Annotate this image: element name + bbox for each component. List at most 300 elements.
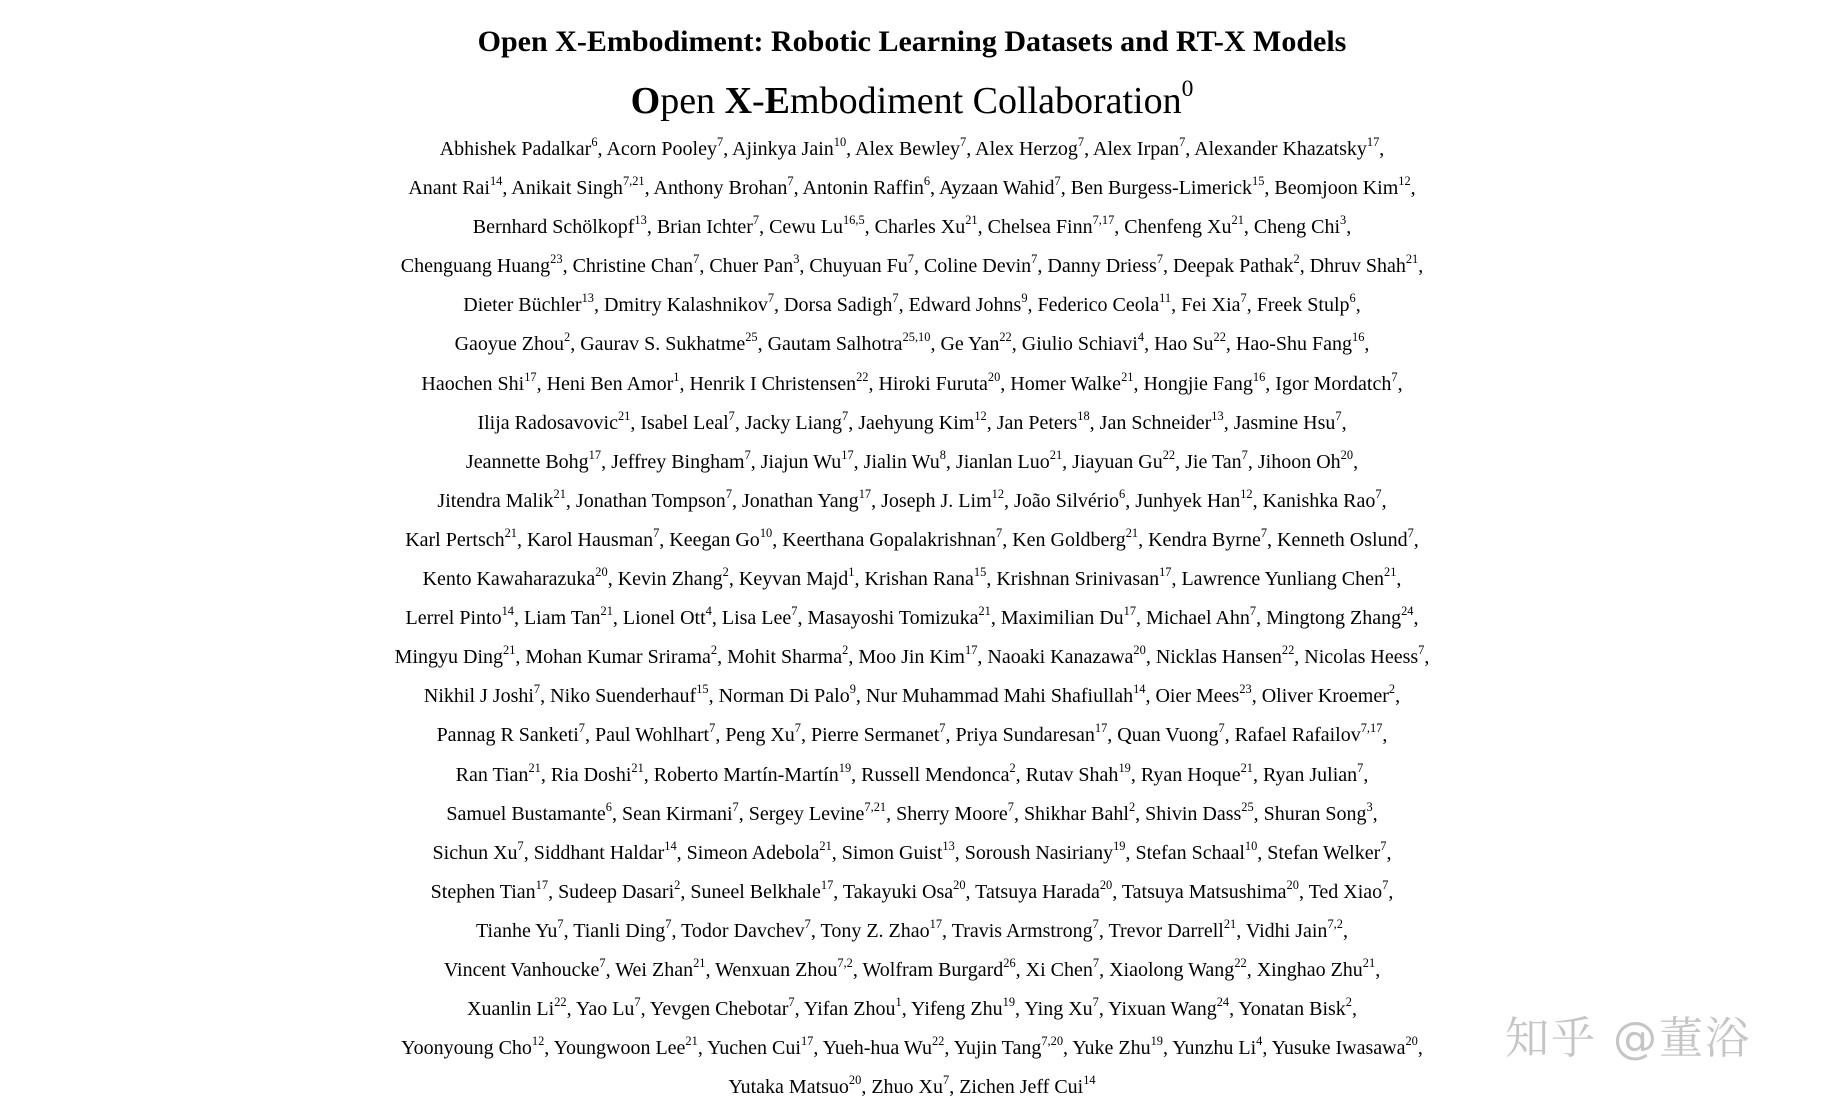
author-name: Roberto Martín-Martín	[653, 763, 839, 786]
author-affiliation: 1	[848, 565, 855, 580]
author-name: Shikhar Bahl	[1023, 802, 1129, 825]
author-affiliation: 7	[939, 721, 946, 736]
author-affiliation: 22	[856, 369, 869, 384]
author-name: Wei Zhan	[615, 958, 694, 981]
author-affiliation: 19	[1002, 995, 1016, 1010]
author-affiliation: 7	[744, 447, 751, 462]
author-name: Russell Mendonca	[861, 763, 1010, 786]
author-affiliation: 6	[923, 174, 931, 189]
collaboration-line	[0, 78, 1824, 124]
author-name: Xiaolong Wang	[1109, 958, 1235, 981]
collaboration-affiliation: 0	[1181, 76, 1194, 103]
author-affiliation: 7	[1007, 799, 1014, 814]
author-name: Jitendra Malik	[437, 489, 554, 512]
author-name: Henrik I Christensen	[689, 372, 857, 395]
author-affiliation: 7	[1241, 447, 1248, 462]
author-name: Todor Davchev	[681, 919, 805, 942]
author-affiliation: 17	[841, 447, 854, 462]
author-affiliation: 7,21	[864, 799, 887, 814]
author-name: Gaoyue Zhou	[454, 333, 565, 356]
author-affiliation: 7	[1240, 291, 1247, 306]
author-affiliation: 25	[1241, 799, 1254, 814]
author-affiliation: 24	[1401, 604, 1414, 619]
author-affiliation: 20	[1133, 643, 1146, 658]
author-affiliation: 7	[1218, 721, 1225, 736]
author-affiliation: 7	[960, 135, 967, 150]
author-affiliation: 2	[710, 643, 718, 658]
author-affiliation: 7	[1031, 252, 1038, 267]
author-name: Shuran Song	[1263, 802, 1367, 825]
author-name: Mohit Sharma	[727, 646, 843, 669]
author-affiliation: 11	[1159, 291, 1172, 306]
author-line: Chenguang Huang$^{23}$, Christine Chan$^7$, Chuer Pan$^3$, Chuyuan Fu$^7$, Coline Devin$^7$, Danny Driess$^7$, Deepak Pathak$^2$, Dhruv Shah$^{21}$,	[400, 252, 1424, 278]
site-watermark: 知乎 @董浴	[1505, 1013, 1751, 1064]
author-affiliation: 7	[1077, 135, 1085, 150]
author-affiliation: 17	[1094, 721, 1108, 736]
author-name: Kevin Zhang	[617, 568, 723, 591]
author-affiliation: 12	[991, 486, 1005, 501]
author-affiliation: 17	[929, 916, 943, 931]
author-affiliation: 7	[752, 213, 760, 228]
author-affiliation: 13	[942, 838, 955, 853]
author-affiliation: 14	[1133, 682, 1146, 697]
author-affiliation: 7	[1092, 995, 1099, 1010]
author-affiliation: 7	[1335, 408, 1342, 423]
author-affiliation: 7,2	[837, 956, 853, 971]
author-name: Jasmine Hsu	[1233, 411, 1336, 434]
author-affiliation: 17	[1366, 135, 1380, 150]
author-name: Igor Mordatch	[1275, 372, 1392, 395]
author-name: Gautam Salhotra	[767, 333, 903, 356]
author-name: Sudeep Dasari	[558, 880, 675, 903]
author-name: Soroush Nasiriany	[964, 841, 1114, 864]
author-name: Maximilian Du	[1000, 607, 1124, 630]
author-affiliation: 22	[1234, 956, 1247, 971]
author-affiliation: 14	[501, 604, 514, 619]
author-affiliation: 15	[696, 682, 709, 697]
author-name: Youngwoon Lee	[553, 1037, 686, 1060]
author-affiliation: 2	[1345, 995, 1352, 1010]
author-name: Abhishek Padalkar	[439, 138, 592, 160]
author-name: Siddhant Haldar	[533, 841, 665, 864]
author-affiliation: 2	[1009, 760, 1016, 775]
author-affiliation: 17	[1159, 565, 1172, 580]
author-name: Norman Di Palo	[718, 685, 850, 708]
author-affiliation: 20	[987, 369, 1001, 384]
author-name: Beomjoon Kim	[1274, 177, 1399, 200]
author-affiliation: 21	[504, 526, 517, 541]
author-affiliation: 20	[1340, 447, 1354, 462]
author-affiliation: 17	[524, 369, 537, 384]
author-affiliation: 10	[833, 135, 847, 150]
author-name: Kento Kawaharazuka	[422, 568, 596, 591]
author-affiliation: 7	[693, 252, 700, 267]
author-name: Mohan Kumar Srirama	[525, 646, 711, 669]
author-affiliation: 21	[503, 643, 516, 658]
author-affiliation: 10	[759, 526, 773, 541]
author-name: Dieter Büchler	[463, 294, 582, 317]
author-affiliation: 7	[804, 916, 811, 931]
author-line: Yutaka Matsuo$^{20}$, Zhuo Xu$^7$, Zichen Jeff Cui$^{14}$	[728, 1073, 1096, 1099]
author-name: Mingtong Zhang	[1266, 607, 1402, 630]
author-affiliation: 21	[1125, 526, 1139, 541]
collaboration-part: X	[724, 80, 753, 122]
author-name: Keerthana Gopalakrishnan	[782, 528, 997, 551]
author-affiliation: 13	[581, 291, 594, 306]
author-affiliation: 7	[533, 682, 541, 697]
author-name: Lawrence Yunliang Chen	[1181, 568, 1384, 591]
author-affiliation: 7	[996, 526, 1003, 541]
author-name: Jonathan Yang	[742, 489, 859, 512]
author-affiliation: 2	[1293, 252, 1300, 267]
author-affiliation: 12	[974, 408, 987, 423]
author-name: Oliver Kroemer	[1261, 685, 1389, 708]
author-affiliation: 21	[617, 408, 631, 423]
author-affiliation: 10	[1244, 838, 1258, 853]
author-name: Federico Ceola	[1037, 294, 1160, 317]
author-affiliation: 7,17	[1360, 721, 1383, 736]
author-name: Masayoshi Tomizuka	[807, 607, 979, 630]
author-affiliation: 9	[1021, 291, 1028, 306]
author-name: Rutav Shah	[1025, 763, 1119, 786]
author-affiliation: 7	[1179, 135, 1186, 150]
author-line: Jeannette Bohg$^{17}$, Jeffrey Bingham$^7$, Jiajun Wu$^{17}$, Jialin Wu$^8$, Jianlan Luo$^{21}$, Jiayuan Gu$^{22}$, Jie Tan$^7$, Jihoon Oh$^{20}$,	[465, 447, 1359, 473]
author-affiliation: 7	[728, 408, 735, 423]
author-affiliation: 15	[973, 565, 987, 580]
author-affiliation: 7	[1156, 252, 1164, 267]
author-name: Mingyu Ding	[394, 646, 503, 669]
author-name: Jan Peters	[996, 411, 1078, 434]
author-name: Yusuke Iwasawa	[1271, 1037, 1406, 1060]
author-affiliation: 2	[722, 565, 729, 580]
author-name: Jan Schneider	[1099, 411, 1212, 434]
author-affiliation: 3	[1366, 799, 1373, 814]
author-name: Zichen Jeff Cui	[959, 1076, 1084, 1099]
author-name: Hiroki Furuta	[878, 372, 988, 395]
author-name: Xi Chen	[1025, 958, 1093, 981]
author-name: Vincent Vanhoucke	[443, 958, 600, 981]
author-affiliation: 7	[1375, 486, 1382, 501]
author-name: Keyvan Majd	[738, 568, 849, 591]
author-affiliation: 4	[1137, 330, 1145, 345]
author-line: Anant Rai$^{14}$, Anikait Singh$^{7,21}$, Anthony Brohan$^7$, Antonin Raffin$^6$, Ayzaan Wahid$^7$, Ben Burgess-Limerick$^{15}$, Beomjoon Kim$^{12}$,	[408, 174, 1416, 200]
author-name: Fei Xia	[1181, 294, 1241, 317]
author-name: Krishan Rana	[864, 568, 974, 591]
author-affiliation: 7	[767, 291, 775, 306]
author-affiliation: 15	[1252, 174, 1265, 189]
author-affiliation: 17	[800, 1034, 814, 1049]
author-name: Yifan Zhou	[803, 998, 896, 1021]
author-name: Tony Z. Zhao	[820, 919, 930, 942]
author-affiliation: 7	[1382, 877, 1389, 892]
author-affiliation: 7	[1357, 760, 1364, 775]
author-affiliation: 21	[1240, 760, 1253, 775]
author-name: Anant Rai	[408, 177, 490, 200]
author-name: Charles Xu	[874, 216, 966, 239]
author-line: Sichun Xu$^7$, Siddhant Haldar$^{14}$, Simeon Adebola$^{21}$, Simon Guist$^{13}$, Soroush Nasiriany$^{19}$, Stefan Schaal$^{10}$, Stefan Welker$^7$,	[432, 838, 1392, 864]
author-name: Tatsuya Matsushima	[1121, 880, 1287, 903]
author-name: Ajinkya Jain	[732, 138, 834, 160]
author-name: Giulio Schiavi	[1021, 333, 1138, 356]
author-line: Xuanlin Li$^{22}$, Yao Lu$^7$, Yevgen Chebotar$^7$, Yifan Zhou$^1$, Yifeng Zhu$^{19}$, Ying Xu$^7$, Yixuan Wang$^{24}$, Yonatan Bisk$^2$,	[467, 995, 1357, 1021]
author-affiliation: 7,2	[1327, 916, 1343, 931]
author-name: Kenneth Oslund	[1277, 528, 1408, 551]
author-name: Sichun Xu	[432, 841, 518, 864]
author-affiliation: 16	[1352, 330, 1365, 345]
author-name: Michael Ahn	[1146, 607, 1250, 630]
author-name: Pannag R Sanketi	[436, 724, 579, 747]
author-name: Gaurav S. Sukhatme	[580, 333, 746, 356]
author-name: Yifeng Zhu	[911, 998, 1003, 1021]
author-affiliation: 21	[1231, 213, 1244, 228]
author-name: Ria Doshi	[550, 763, 632, 786]
author-name: Krishnan Srinivasan	[996, 568, 1160, 591]
author-name: Coline Devin	[923, 255, 1032, 278]
author-affiliation: 20	[953, 877, 966, 892]
author-affiliation: 21	[553, 486, 566, 501]
author-affiliation: 7,21	[622, 174, 645, 189]
author-name: Ben Burgess-Limerick	[1070, 177, 1252, 200]
author-name: Edward Johns	[908, 294, 1022, 317]
author-name: Stefan Welker	[1267, 841, 1381, 864]
author-affiliation: 2	[674, 877, 681, 892]
author-affiliation: 21	[1049, 447, 1063, 462]
author-name: Ken Goldberg	[1012, 528, 1126, 551]
author-name: Jonathan Tompson	[575, 489, 726, 512]
author-name: Yuchen Cui	[707, 1037, 801, 1060]
author-affiliation: 7,17	[1092, 213, 1115, 228]
author-name: Kendra Byrne	[1148, 528, 1261, 551]
author-affiliation: 17	[965, 643, 978, 658]
author-line: Abhishek Padalkar$^6$, Acorn Pooley$^7$, Ajinkya Jain$^{10}$, Alex Bewley$^7$, Alex Herzog$^7$, Alex Irpan$^7$, Alexander Khazatsky$^{17}$,	[439, 135, 1385, 160]
author-name: Antonin Raffin	[802, 177, 924, 200]
author-affiliation: 19	[1118, 760, 1131, 775]
author-affiliation: 9	[849, 682, 856, 697]
author-line: Jitendra Malik$^{21}$, Jonathan Tompson$^7$, Jonathan Yang$^{17}$, Joseph J. Lim$^{12}$, João Silvério$^6$, Junhyek Han$^{12}$, Kanishka Rao$^7$,	[437, 486, 1387, 512]
author-affiliation: 14	[664, 838, 677, 853]
author-name: Bernhard Schölkopf	[472, 216, 635, 239]
author-affiliation: 17	[858, 486, 872, 501]
author-name: Jacky Liang	[744, 411, 843, 434]
author-name: Ryan Hoque	[1140, 763, 1241, 786]
author-name: Keegan Go	[669, 528, 760, 551]
author-name: Sherry Moore	[896, 802, 1008, 825]
author-line: Yoonyoung Cho$^{12}$, Youngwoon Lee$^{21}$, Yuchen Cui$^{17}$, Yueh-hua Wu$^{22}$, Yujin Tang$^{7,20}$, Yuke Zhu$^{19}$, Yunzhu Li$^4$, Yusuke Iwasawa$^{20}$,	[401, 1034, 1423, 1060]
author-name: Acorn Pooley	[606, 138, 717, 160]
author-affiliation: 4	[1256, 1034, 1263, 1049]
author-affiliation: 14	[1083, 1073, 1096, 1088]
author-affiliation: 20	[1099, 877, 1113, 892]
author-line: Kento Kawaharazuka$^{20}$, Kevin Zhang$^2$, Keyvan Majd$^1$, Krishan Rana$^{15}$, Krishnan Srinivasan$^{17}$, Lawrence Yunliang Chen$^{21}$,	[422, 565, 1402, 591]
author-affiliation: 17	[1123, 604, 1137, 619]
author-name: Hongjie Fang	[1143, 372, 1253, 395]
author-name: Wenxuan Zhou	[715, 958, 838, 981]
author-name: Anthony Brohan	[653, 177, 788, 200]
author-affiliation: 7	[1380, 838, 1387, 853]
author-name: Dhruv Shah	[1309, 255, 1406, 278]
author-name: Ge Yan	[940, 333, 1000, 356]
author-name: Yao Lu	[575, 998, 635, 1021]
author-name: Simon Guist	[841, 841, 943, 864]
author-affiliation: 8	[939, 447, 946, 462]
collaboration-part: O	[630, 80, 661, 122]
author-affiliation: 2	[1388, 682, 1396, 697]
author-affiliation: 25	[745, 330, 758, 345]
author-name: Yonatan Bisk	[1238, 998, 1346, 1021]
author-affiliation: 21	[693, 956, 706, 971]
author-name: Samuel Bustamante	[446, 802, 606, 825]
author-name: Yixuan Wang	[1108, 998, 1217, 1021]
author-affiliation: 7	[634, 995, 641, 1010]
author-name: Yuke Zhu	[1072, 1037, 1151, 1060]
author-name: Yueh-hua Wu	[822, 1037, 932, 1060]
author-affiliation: 22	[931, 1034, 945, 1049]
author-affiliation: 19	[838, 760, 852, 775]
author-affiliation: 7	[578, 721, 585, 736]
author-line: Bernhard Schölkopf$^{13}$, Brian Ichter$^7$, Cewu Lu$^{16,5}$, Charles Xu$^{21}$, Chelsea Finn$^{7,17}$, Chenfeng Xu$^{21}$, Cheng Chi$^3$,	[472, 213, 1352, 239]
author-affiliation: 7	[1418, 643, 1425, 658]
author-affiliation: 20	[595, 565, 608, 580]
author-affiliation: 20	[1286, 877, 1299, 892]
author-affiliation: 6	[1349, 291, 1356, 306]
author-affiliation: 17	[535, 877, 549, 892]
author-affiliation: 21	[685, 1034, 698, 1049]
author-name: Ran Tian	[455, 763, 529, 786]
author-line: Ran Tian$^{21}$, Ria Doshi$^{21}$, Roberto Martín-Martín$^{19}$, Russell Mendonca$^2$, Rutav Shah$^{19}$, Ryan Hoque$^{21}$, Ryan Julian$^7$,	[455, 760, 1369, 786]
author-name: Rafael Rafailov	[1234, 724, 1361, 747]
author-name: Tianhe Yu	[476, 919, 558, 942]
author-affiliation: 17	[588, 447, 602, 462]
author-affiliation: 14	[489, 174, 503, 189]
author-name: Junhyek Han	[1135, 489, 1241, 512]
author-line: Gaoyue Zhou$^2$, Gaurav S. Sukhatme$^{25}$, Gautam Salhotra$^{25,10}$, Ge Yan$^{22}$, Giulio Schiavi$^4$, Hao Su$^{22}$, Hao-Shu Fang$^{16}$,	[454, 330, 1370, 356]
author-name: Joseph J. Lim	[881, 489, 992, 512]
author-name: Wolfram Burgard	[862, 958, 1004, 981]
author-affiliation: 21	[819, 838, 832, 853]
author-name: Chenfeng Xu	[1124, 216, 1232, 239]
author-affiliation: 13	[634, 213, 647, 228]
author-affiliation: 21	[978, 604, 991, 619]
author-name: Haochen Shi	[421, 372, 525, 395]
author-name: Isabel Leal	[640, 411, 729, 434]
author-name: Tianli Ding	[573, 919, 666, 942]
author-name: Jihoon Oh	[1257, 450, 1341, 473]
author-line: Stephen Tian$^{17}$, Sudeep Dasari$^2$, Suneel Belkhale$^{17}$, Takayuki Osa$^{20}$, Tatsuya Harada$^{20}$, Tatsuya Matsushima$^{20}$, Ted Xiao$^7$,	[430, 877, 1394, 903]
author-affiliation: 19	[1113, 838, 1126, 853]
collaboration-part: -	[752, 80, 765, 122]
author-affiliation: 22	[999, 330, 1012, 345]
author-name: Karl Pertsch	[405, 528, 505, 551]
author-name: Tatsuya Harada	[975, 880, 1100, 903]
author-name: Yujin Tang	[953, 1037, 1042, 1060]
author-affiliation: 7	[1092, 956, 1100, 971]
author-affiliation: 20	[1405, 1034, 1418, 1049]
author-affiliation: 17	[820, 877, 834, 892]
author-name: Suneel Belkhale	[690, 880, 821, 903]
author-affiliation: 19	[1150, 1034, 1163, 1049]
author-affiliation: 25,10	[902, 330, 931, 345]
author-name: Stephen Tian	[430, 880, 536, 903]
author-name: Jialin Wu	[863, 450, 940, 473]
author-affiliation: 21	[528, 760, 541, 775]
author-affiliation: 12	[1240, 486, 1253, 501]
author-affiliation: 7	[1092, 916, 1099, 931]
author-name: Oier Mees	[1155, 685, 1240, 708]
author-affiliation: 7	[709, 721, 716, 736]
author-name: Cheng Chi	[1253, 216, 1341, 239]
author-name: Hao-Shu Fang	[1235, 333, 1353, 356]
author-affiliation: 18	[1077, 408, 1090, 423]
author-affiliation: 20	[848, 1073, 862, 1088]
author-affiliation: 6	[591, 135, 598, 150]
author-affiliation: 13	[1211, 408, 1224, 423]
author-name: Dmitry Kalashnikov	[603, 294, 768, 317]
author-affiliation: 12	[531, 1034, 545, 1049]
author-name: Anikait Singh	[511, 177, 623, 200]
collaboration-part: mbodiment Collaboration	[790, 80, 1182, 122]
author-name: Dorsa Sadigh	[784, 294, 893, 317]
author-name: Yutaka Matsuo	[728, 1076, 849, 1099]
author-affiliation: 2	[1128, 799, 1136, 814]
author-name: Ying Xu	[1024, 998, 1093, 1021]
author-affiliation: 4	[705, 604, 712, 619]
paper-title: Open X-Embodiment: Robotic Learning Datasets and RT-X Models	[477, 25, 1347, 58]
author-affiliation: 21	[600, 604, 613, 619]
author-affiliation: 7	[842, 408, 849, 423]
author-affiliation: 7	[732, 799, 739, 814]
author-affiliation: 21	[1362, 956, 1376, 971]
author-affiliation: 21	[1223, 916, 1237, 931]
author-affiliation: 23	[1239, 682, 1252, 697]
author-name: Hao Su	[1154, 333, 1214, 356]
author-affiliation: 7	[1054, 174, 1061, 189]
author-name: Jaehyung Kim	[858, 411, 975, 434]
author-affiliation: 21	[965, 213, 978, 228]
author-name: Quan Vuong	[1117, 724, 1219, 747]
author-name: Lisa Lee	[721, 607, 792, 630]
author-name: Xuanlin Li	[467, 998, 555, 1021]
author-affiliation: 16	[1252, 369, 1266, 384]
author-affiliation: 7	[1407, 526, 1414, 541]
author-line: Ilija Radosavovic$^{21}$, Isabel Leal$^7$, Jacky Liang$^7$, Jaehyung Kim$^{12}$, Jan Peters$^{18}$, Jan Schneider$^{13}$, Jasmine Hsu$^7$,	[477, 408, 1347, 434]
author-name: Homer Walke	[1010, 372, 1122, 395]
author-affiliation: 6	[605, 799, 612, 814]
author-line: Mingyu Ding$^{21}$, Mohan Kumar Srirama$^2$, Mohit Sharma$^2$, Moo Jin Kim$^{17}$, Naoaki Kanazawa$^{20}$, Nicklas Hansen$^{22}$, Nicolas Heess$^7$,	[394, 643, 1430, 669]
author-name: Christine Chan	[572, 255, 694, 278]
author-affiliation: 21	[631, 760, 644, 775]
author-name: Sean Kirmani	[621, 802, 733, 825]
author-name: Trevor Darrell	[1108, 919, 1224, 942]
author-affiliation: 7	[1249, 604, 1257, 619]
author-name: Nicklas Hansen	[1155, 646, 1282, 669]
author-affiliation: 22	[1162, 447, 1176, 462]
author-affiliation: 21	[1384, 565, 1397, 580]
author-affiliation: 7	[725, 486, 733, 501]
author-name: Shivin Dass	[1145, 802, 1242, 825]
author-affiliation: 7	[1260, 526, 1268, 541]
author-name: Jeannette Bohg	[465, 450, 589, 473]
author-name: Danny Driess	[1047, 255, 1157, 278]
author-affiliation: 7	[1391, 369, 1398, 384]
author-affiliation: 26	[1003, 956, 1016, 971]
author-line: Lerrel Pinto$^{14}$, Liam Tan$^{21}$, Lionel Ott$^4$, Lisa Lee$^7$, Masayoshi Tomizuka$^{21}$, Maximilian Du$^{17}$, Michael Ahn$^7$, Mingtong Zhang$^{24}$,	[405, 604, 1419, 630]
author-name: Jeffrey Bingham	[611, 450, 745, 473]
author-affiliation: 21	[1121, 369, 1134, 384]
author-line: Samuel Bustamante$^6$, Sean Kirmani$^7$, Sergey Levine$^{7,21}$, Sherry Moore$^7$, Shikhar Bahl$^2$, Shivin Dass$^{25}$, Shuran Song$^3$,	[446, 799, 1378, 825]
author-name: Yoonyoung Cho	[401, 1037, 532, 1060]
author-line: Vincent Vanhoucke$^7$, Wei Zhan$^{21}$, Wenxuan Zhou$^{7,2}$, Wolfram Burgard$^{26}$, Xi Chen$^7$, Xiaolong Wang$^{22}$, Xinghao Zhu$^{21}$,	[443, 956, 1381, 981]
author-line: Haochen Shi$^{17}$, Heni Ben Amor$^1$, Henrik I Christensen$^{22}$, Hiroki Furuta$^{20}$, Homer Walke$^{21}$, Hongjie Fang$^{16}$, Igor Mordatch$^7$,	[421, 369, 1403, 395]
